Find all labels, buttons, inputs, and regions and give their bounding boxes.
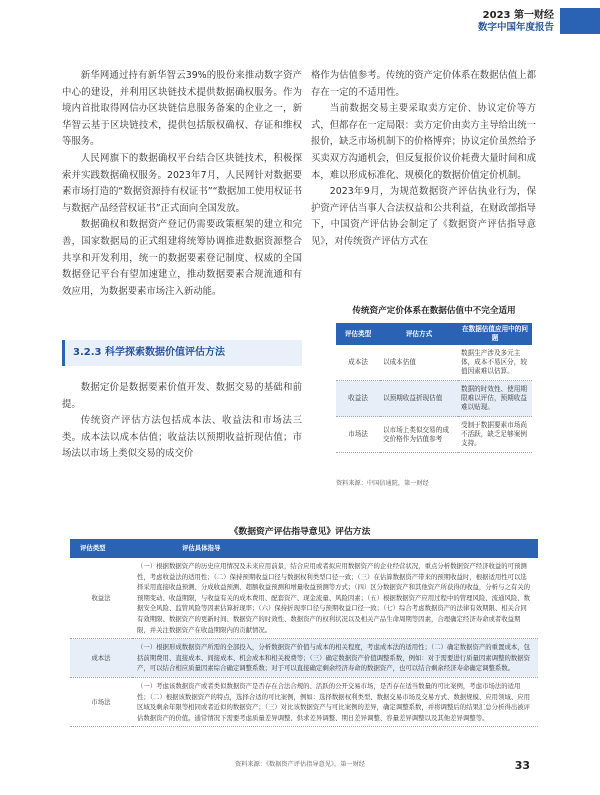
table2 — [70, 539, 538, 727]
table-row — [336, 381, 532, 417]
table-cell: 受制于数据要素市场尚不活跃，缺乏足够案例支持。 — [458, 417, 532, 453]
left-column-bottom — [62, 380, 302, 463]
table-cell: 收益法 — [336, 381, 380, 417]
page-number: 33 — [514, 759, 530, 772]
table-header-row — [70, 539, 538, 558]
paragraph: 数据确权和数据资产登记仍需要政策框架的建立和完善，国家数据局的正式组建将统筹协调推进数据资源整合共享和开发利用，统一的数据要素登记制度、权威的全国数据登记平台有望加速建立，推动数据要素合规流通和有效应用，为数据要素市场注入新动能。 — [62, 219, 302, 297]
table-header: 评估类型 — [70, 539, 132, 558]
header-accent-bar — [560, 8, 600, 34]
table-cell: （一）考虑该数据资产或者类似数据资产是否存在合法合规的、活跃的公开交易市场，是否存在适当数量的可比案例，考虑市场法的适用性；（二）根据该数据资产的特点，选择合适的可比案例，例如：选择数据权利类型、数据交易市场及交易方式、数据规模、应用领域、应用区域及剩余年限等相同或者近似的数据资产；（三）对比该数据资产与可比案例的差异，确定调整系数，并将调整后的结果汇总分析得出被评估数据资产的价值。通常情况下需要考虑质量差异调整、供求差异调整、期日差异调整、容量差异调整以及其他差异调整等。 — [132, 677, 538, 726]
table-header: 在数据估值应用中的问题 — [458, 323, 532, 345]
table2-title: 《数据资产评估指导意见》评估方法 — [229, 527, 371, 537]
table-cell: 以预期收益折现估值 — [380, 381, 458, 417]
table-cell: 以市场上类似交易的成交价格作为估值参考 — [380, 417, 458, 453]
table1 — [336, 323, 532, 453]
paragraph: 2023年9月，为规范数据资产评估执业行为，保护资产评估当事人合法权益和公共利益，在财政部指导下，中国资产评估协会制定了《数据资产评估指导意见》，对传统资产评估方式在 — [311, 186, 537, 247]
table-cell: 数据的时效性、使用期限难以评估，预期收益难以贴现。 — [458, 381, 532, 417]
table-cell: 成本法 — [70, 639, 132, 678]
table-row — [70, 558, 538, 639]
paragraph: 新华网通过持有新华智云39%的股份来推动数字资产中心的建设，并利用区块链技术提供数据确权服务。作为境内首批取得网信办区块链信息服务备案的企业之一，新华智云基于区块链技术，提供包括版权确权、存证和维权等服务。 — [62, 70, 302, 148]
table-cell: 市场法 — [336, 417, 380, 453]
table-row — [336, 417, 532, 453]
section-title: 3.2.3 科学探索数据价值评估方法 — [62, 340, 302, 366]
table2-source: 资料来源：《数据资产评估指导意见》，第一财经 — [235, 761, 365, 768]
paragraph: 数据定价是数据要素价值开发、数据交易的基础和前提。 — [62, 382, 302, 410]
table-cell: （一）根据数据资产的历史应用情况及未来应用前景，结合应用或者拟应用数据资产的企业经营状况，重点分析数据资产经济收益的可预测性，考虑收益法的适用性；（二）保持预期收益口径与数据权利类型口径一致；（三）在估算数据资产带来的预期收益时，根据适用性可以选择采用直接收益预测、分成收益预测、超额收益预测和增量收益预测等方式；（四）区分数据资产和其他资产所获得的收益，分析与之有关的预期变动、收益期限，与收益有关的成本费用、配套资产、现金流量、风险因素；（五）根据数据资产应用过程中的管理风险、流通风险、数据安全风险、监管风险等因素估算折现率；（六）保持折现率口径与预期收益口径一致；（七）综合考虑数据资产的法律有效期限、相关合同有效期限、数据资产的更新时间、数据资产的时效性、数据资产的权利状况以及相关产品生命周期等因素，合理确定经济寿命或者收益期限，并关注数据资产在收益期限内的贡献情况。 — [132, 558, 538, 639]
table1-block — [336, 304, 532, 453]
table1-title: 传统资产定价体系在数据估值中不完全适用 — [352, 306, 516, 316]
paragraph: 人民网旗下的数据确权平台结合区块链技术，积极探索并实践数据确权服务。2023年7月，人民网针对数据要素市场打造的“数据资源持有权证书”“数据加工使用权证书与数据产品经营权证书”正式面向全国发放。 — [62, 152, 302, 214]
table-cell: 数据生产涉及多元主体，成本不易区分，较值因素难以估算。 — [458, 345, 532, 381]
table-row — [70, 677, 538, 726]
right-column — [311, 68, 536, 251]
running-header — [478, 10, 554, 34]
table-header-row — [336, 323, 532, 345]
header-line2: 数字中国年度报告 — [477, 22, 554, 33]
left-column-top — [62, 68, 302, 300]
table-header: 评估方式 — [380, 323, 458, 345]
table1-source: 资料来源：中国信通院，第一财经 — [336, 480, 429, 487]
table-row — [70, 639, 538, 678]
table-cell: 收益法 — [70, 558, 132, 639]
paragraph: 格作为估值参考。传统的资产定价体系在数据估值上都存在一定的不适用性。 — [311, 70, 537, 98]
table-cell: （一）根据形成数据资产所需的全部投入，分析数据资产价值与成本的相关程度，考虑成本法的适用性；（二）确定数据资产的重置成本，包括前期费用、直接成本、间接成本、机会成本和相关税费等；（三）确定数据资产价值调整系数，例如：对于需要进行质量因素调整的数据资产，可以结合相应质量因素综合确定调整系数；对于可以直接确定剩余经济寿命的数据资产，也可以结合剩余经济寿命确定调整系数。 — [132, 639, 538, 678]
header-line1: 2023 第一财经 — [482, 10, 554, 21]
paragraph: 当前数据交易主要采取卖方定价、协议定价等方式，但都存在一定局限：卖方定价由卖方主导给出统一报价，缺乏市场机制下的价格博弈；协议定价虽然给予买卖双方沟通机会，但反复报价议价耗费大量时间和成本，难以形成标准化、规模化的数据价值定价机制。 — [311, 103, 537, 181]
table-cell: 以成本估值 — [380, 345, 458, 381]
table-cell: 成本法 — [336, 345, 380, 381]
table-row — [336, 345, 532, 381]
table-header: 评估具体指导 — [132, 539, 538, 558]
table-cell: 市场法 — [70, 677, 132, 726]
table-header: 评估类型 — [336, 323, 380, 345]
paragraph: 传统资产评估方法包括成本法、收益法和市场法三类。成本法以成本估值；收益法以预期收益折现估值；市场法以市场上类似交易的成交价 — [62, 415, 302, 460]
